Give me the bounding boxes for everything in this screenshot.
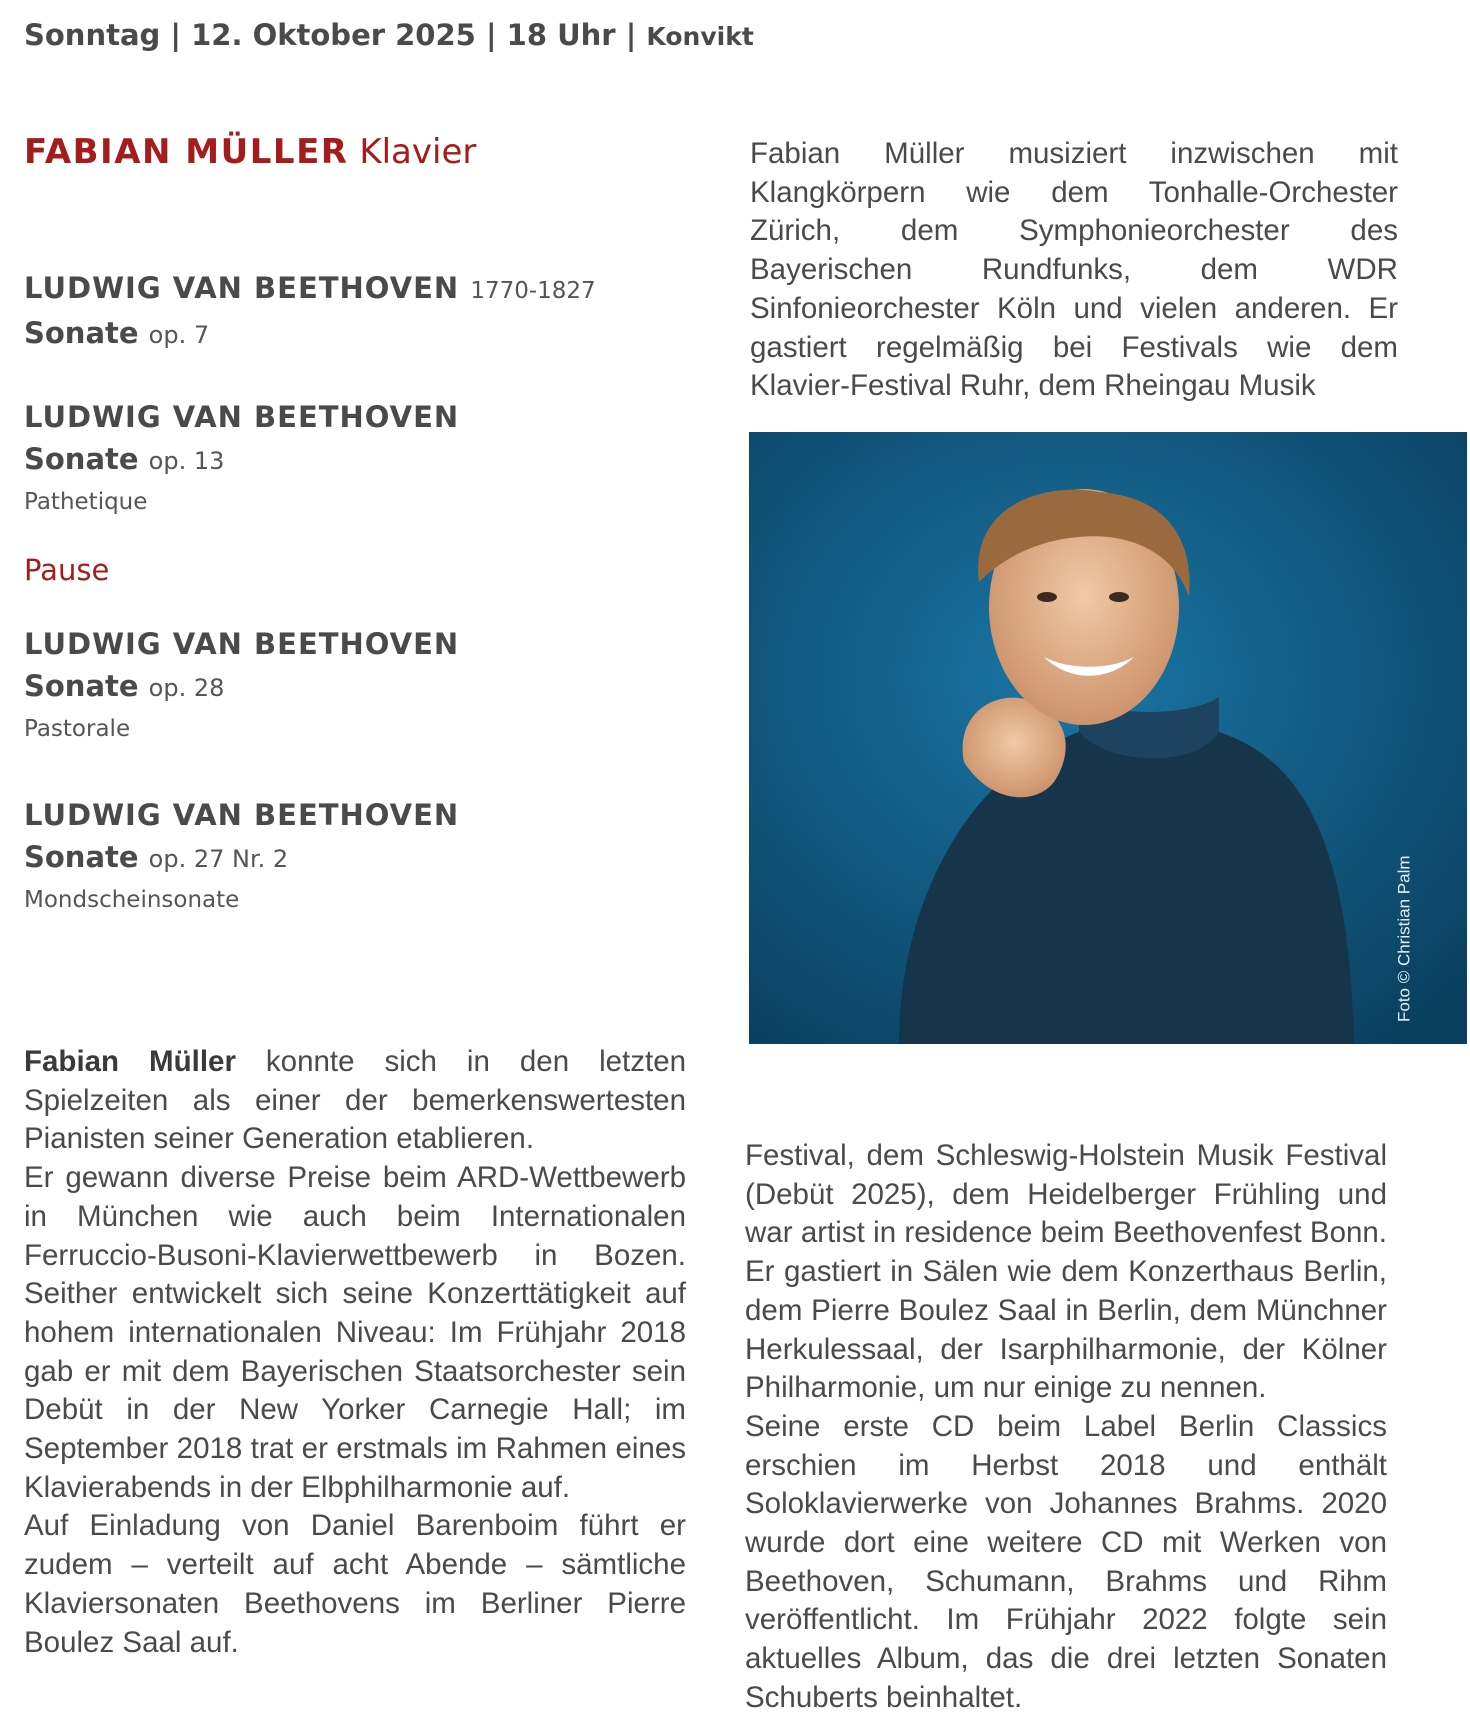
composer-line bbox=[24, 268, 684, 311]
separator: | bbox=[485, 18, 497, 52]
event-day: Sonntag bbox=[24, 18, 161, 52]
work-title: Sonate bbox=[24, 669, 139, 703]
photo-credit: Foto © Christian Palm bbox=[1395, 855, 1414, 1022]
bio-paragraph: Auf Einladung von Daniel Barenboim führt er zudem – verteilt auf acht Abende – sämtliche Klaviersonaten Beethovens im Berliner Pierre Boulez Saal auf. bbox=[24, 1509, 686, 1659]
bio-paragraph: Er gewann diverse Preise beim ARD-Wettbewerb in München wie auch beim Internationalen Ferruccio-Busoni-Klavierwettbewerb in Bozen. Seither entwickelt sich seine Konzerttätigkeit auf hohem internationalen Niveau: Im Frühjahr 2018 gab er mit dem Bayerischen Staatsorchester sein Debüt in der New Yorker Carnegie Hall; im September 2018 trat er erstmals im Rahmen eines Klavierabends in der Elbphilharmonie auf. bbox=[24, 1161, 686, 1504]
composer-name: LUDWIG VAN BEETHOVEN bbox=[24, 271, 460, 305]
bio-left bbox=[24, 1043, 686, 1662]
event-header bbox=[24, 18, 754, 52]
work-line bbox=[24, 664, 684, 710]
artist-heading bbox=[24, 132, 684, 172]
bio-paragraph: Seine erste CD beim Label Berlin Classics erschien im Herbst 2018 und enthält Soloklavierwerke von Johannes Brahms. 2020 wurde dort eine weitere CD mit Werken von Beethoven, Schumann, Brahms und Rihm veröffentlicht. Im Frühjahr 2022 folgte sein aktuelles Album, das die drei letzten Sonaten Schuberts beinhaltet. bbox=[745, 1409, 1387, 1714]
program-item bbox=[24, 397, 684, 521]
work-line bbox=[24, 835, 684, 881]
composer-name: LUDWIG VAN BEETHOVEN bbox=[24, 798, 460, 832]
separator: | bbox=[625, 18, 637, 52]
work-title: Sonate bbox=[24, 316, 139, 350]
bio-paragraph: Festival, dem Schleswig-Holstein Musik Festival (Debüt 2025), dem Heidelberger Frühling und war artist in residence beim Beethovenfest Bonn. Er gastiert in Sälen wie dem Konzerthaus Berlin, dem Pierre Boulez Saal in Berlin, dem Münchner Herkulessaal, der Isarphilharmonie, der Kölner Philharmonie, um nur einige zu nennen. bbox=[745, 1139, 1387, 1405]
work-title: Sonate bbox=[24, 840, 139, 874]
bio-right-top bbox=[750, 135, 1398, 406]
bio-paragraph: Fabian Müller musiziert inzwischen mit Klangkörpern wie dem Tonhalle-Orchester Zürich, dem Symphonieorchester des Bayerischen Rundfunks, dem WDR Sinfonieorchester Köln und vielen anderen. Er gastiert regelmäßig bei Festivals wie dem Klavier-Festival Ruhr, dem Rheingau Musik bbox=[750, 137, 1398, 403]
work-opus: op. 7 bbox=[148, 321, 210, 349]
bio-lead-text: konnte sich in den letzten Spielzeiten als einer der bemerkenswertesten Pianisten seiner Generation etablieren. bbox=[24, 1045, 687, 1156]
work-opus: op. 27 Nr. 2 bbox=[148, 845, 289, 873]
composer-years: 1770-1827 bbox=[470, 278, 596, 304]
work-opus: op. 13 bbox=[148, 447, 225, 475]
bio-lead-name: Fabian Müller bbox=[24, 1045, 236, 1078]
pause-label: Pause bbox=[24, 553, 110, 587]
work-title: Sonate bbox=[24, 442, 139, 476]
work-line bbox=[24, 311, 684, 357]
bio-paragraph bbox=[24, 1043, 686, 1159]
event-time: 18 Uhr bbox=[506, 18, 616, 52]
work-subtitle: Pathetique bbox=[24, 489, 148, 515]
bio-right-bottom bbox=[745, 1137, 1387, 1718]
composer-name: LUDWIG VAN BEETHOVEN bbox=[24, 627, 460, 661]
artist-name: FABIAN MÜLLER bbox=[24, 132, 349, 172]
artist-instrument: Klavier bbox=[359, 132, 477, 172]
program-item bbox=[24, 795, 684, 919]
program-item bbox=[24, 268, 684, 357]
event-venue: Konvikt bbox=[646, 22, 754, 51]
work-line bbox=[24, 437, 684, 483]
event-date: 12. Oktober 2025 bbox=[191, 18, 476, 52]
work-subtitle: Pastorale bbox=[24, 716, 131, 742]
artist-photo bbox=[749, 432, 1467, 1044]
work-opus: op. 28 bbox=[148, 674, 225, 702]
work-subtitle: Mondscheinsonate bbox=[24, 887, 240, 913]
composer-name: LUDWIG VAN BEETHOVEN bbox=[24, 400, 460, 434]
program-item bbox=[24, 624, 684, 748]
separator: | bbox=[170, 18, 181, 52]
